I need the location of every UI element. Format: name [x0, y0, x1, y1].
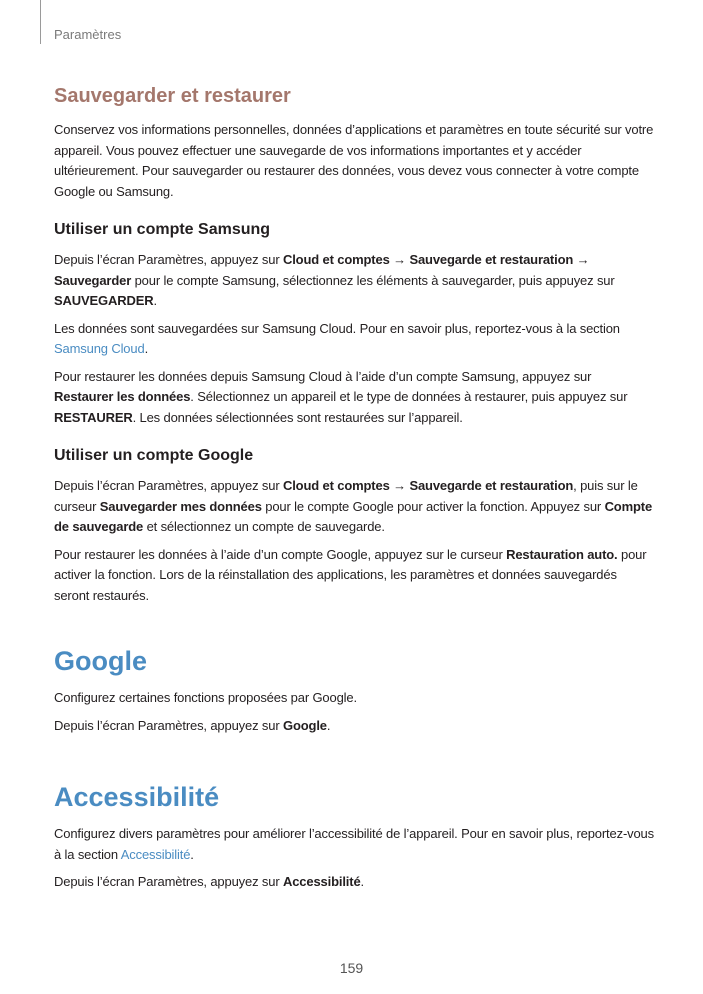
google-restore-steps: Pour restaurer les données à l’aide d’un compte Google, appuyez sur le curseur Restauration auto. pour activer la fonction. Lors de la réinstallation des applications, les paramètres et données sauvegardés seront restaurés. — [54, 546, 647, 603]
google-description: Configurez certaines fonctions proposées par Google. — [54, 690, 357, 705]
section-title-backup: Sauvegarder et restaurer — [54, 85, 291, 107]
header-rule — [40, 0, 41, 44]
running-header: Paramètres — [54, 27, 122, 42]
samsung-cloud-link[interactable]: Samsung Cloud — [54, 341, 145, 356]
backup-intro: Conservez vos informations personnelles, données d’applications et paramètres en toute sécurité sur votre appareil. Vous pouvez effectuer une sauvegarde de vos informations importantes et y accéder ultérieurement. Pour sauvegarder ou restaurer des données, vous devez vous connecter à votre compte Google ou Samsung. — [54, 122, 654, 199]
samsung-cloud-note: Les données sont sauvegardées sur Samsung Cloud. Pour en savoir plus, reportez-vous à la section Samsung Cloud. — [54, 320, 620, 356]
page-content — [54, 80, 654, 900]
google-backup-steps: Depuis l’écran Paramètres, appuyez sur Cloud et comptes → Sauvegarde et restauration, puis sur le curseur Sauvegarder mes données pour le compte Google pour activer la fonction. Appuyez sur Compte de sauvegarde et sélectionnez un compte de sauvegarde. — [54, 478, 653, 534]
samsung-restore-steps: Pour restaurer les données depuis Samsung Cloud à l’aide d’un compte Samsung, appuyez sur Restaurer les données. Sélectionnez un appareil et le type de données à restaurer, puis appuyez sur RESTAURER. Les données sélectionnées sont restaurées sur l’appareil. — [54, 368, 628, 425]
accessibility-steps: Depuis l’écran Paramètres, appuyez sur Accessibilité. — [54, 874, 364, 889]
section-title-accessibility: Accessibilité — [54, 782, 220, 812]
page-number: 159 — [339, 960, 364, 976]
google-steps: Depuis l’écran Paramètres, appuyez sur Google. — [54, 717, 331, 733]
section-title-google: Google — [54, 646, 147, 676]
samsung-backup-steps: Depuis l’écran Paramètres, appuyez sur Cloud et comptes → Sauvegarde et restauration → Sauvegarder pour le compte Samsung, sélectionnez les éléments à sauvegarder, puis appuyez sur SAUVEGARDER. — [54, 252, 615, 308]
accessibility-description: Configurez divers paramètres pour améliorer l’accessibilité de l’appareil. Pour en savoir plus, reportez-vous à la section Accessibilité. — [54, 826, 654, 862]
subheading-google-account: Utiliser un compte Google — [54, 447, 254, 464]
subheading-samsung-account: Utiliser un compte Samsung — [54, 221, 271, 238]
accessibility-link[interactable]: Accessibilité — [120, 846, 191, 862]
